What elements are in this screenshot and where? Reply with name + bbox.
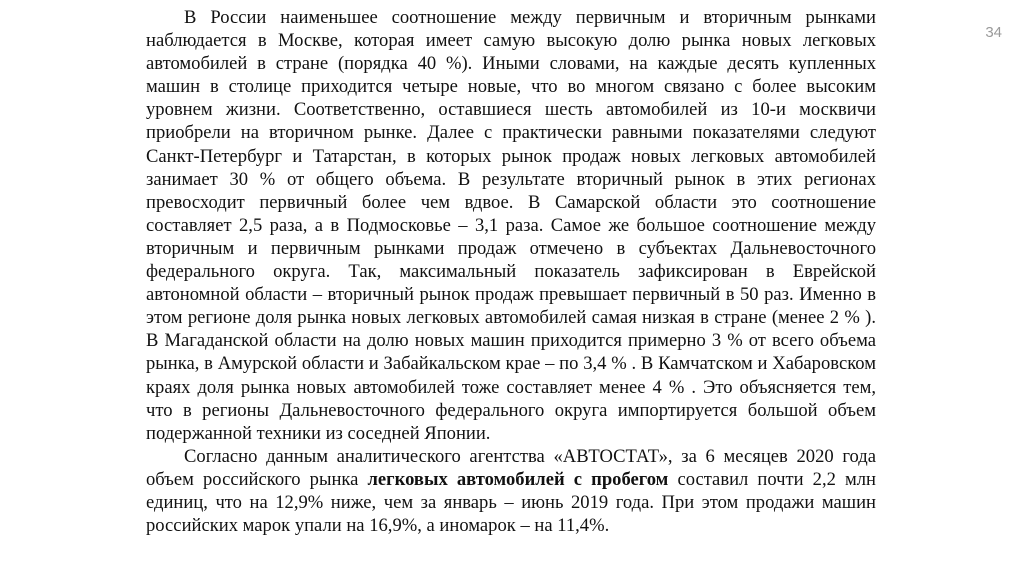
paragraph-autostat-bold-phrase: легковых автомобилей с пробегом bbox=[367, 468, 669, 490]
paragraph-autostat-text-start: Согласно данным аналитического агентства «АВТОСТАТ», за 6 месяцев 2020 года объем российского рынка bbox=[146, 445, 876, 490]
paragraph-autostat-data bbox=[146, 445, 876, 537]
slide-text-body bbox=[146, 6, 876, 537]
paragraph-regional-market-ratio: В России наименьшее соотношение между первичным и вторичным рынками наблюдается в Москве, которая имеет самую высокую долю рынка новых легковых автомобилей в стране (порядка 40 %). Иными словами, на каждые десять купленных машин в столице приходится четыре новые, что во многом связано с более высоким уровнем жизни. Соответственно, оставшиеся шесть автомобилей из 10-и москвичи приобрели на вторичном рынке. Далее с практически равными показателями следуют Санкт-Петербург и Татарстан, в которых рынок продаж новых легковых автомобилей занимает 30 % от общего объема. В результате вторичный рынок в этих регионах превосходит первичный более чем вдвое. В Самарской области это соотношение составляет 2,5 раза, а в Подмосковье – 3,1 раза. Самое же большое соотношение между вторичным и первичным рынками продаж отмечено в субъектах Дальневосточного федерального округа. Так, максимальный показатель зафиксирован в Еврейской автономной области – вторичный рынок продаж превышает первичный в 50 раз. Именно в этом регионе доля рынка новых легковых автомобилей самая низкая в стране (менее 2 % ). В Магаданской области на долю новых машин приходится примерно 3 % от всего объема рынка, в Амурской области и Забайкальском крае – по 3,4 % . В Камчатском и Хабаровском краях доля рынка новых автомобилей тоже составляет менее 4 % . Это объясняется тем, что в регионы Дальневосточного федерального округа импортируется большой объем подержанной техники из соседней Японии. bbox=[146, 7, 876, 444]
page-number: 34 bbox=[985, 24, 1002, 41]
paragraph-autostat-text-end: составил почти 2,2 млн единиц, что на 12,9% ниже, чем за январь – июнь 2019 года. При этом продажи машин российских марок упали на 16,9%, а иномарок – на 11,4%. bbox=[146, 468, 877, 537]
